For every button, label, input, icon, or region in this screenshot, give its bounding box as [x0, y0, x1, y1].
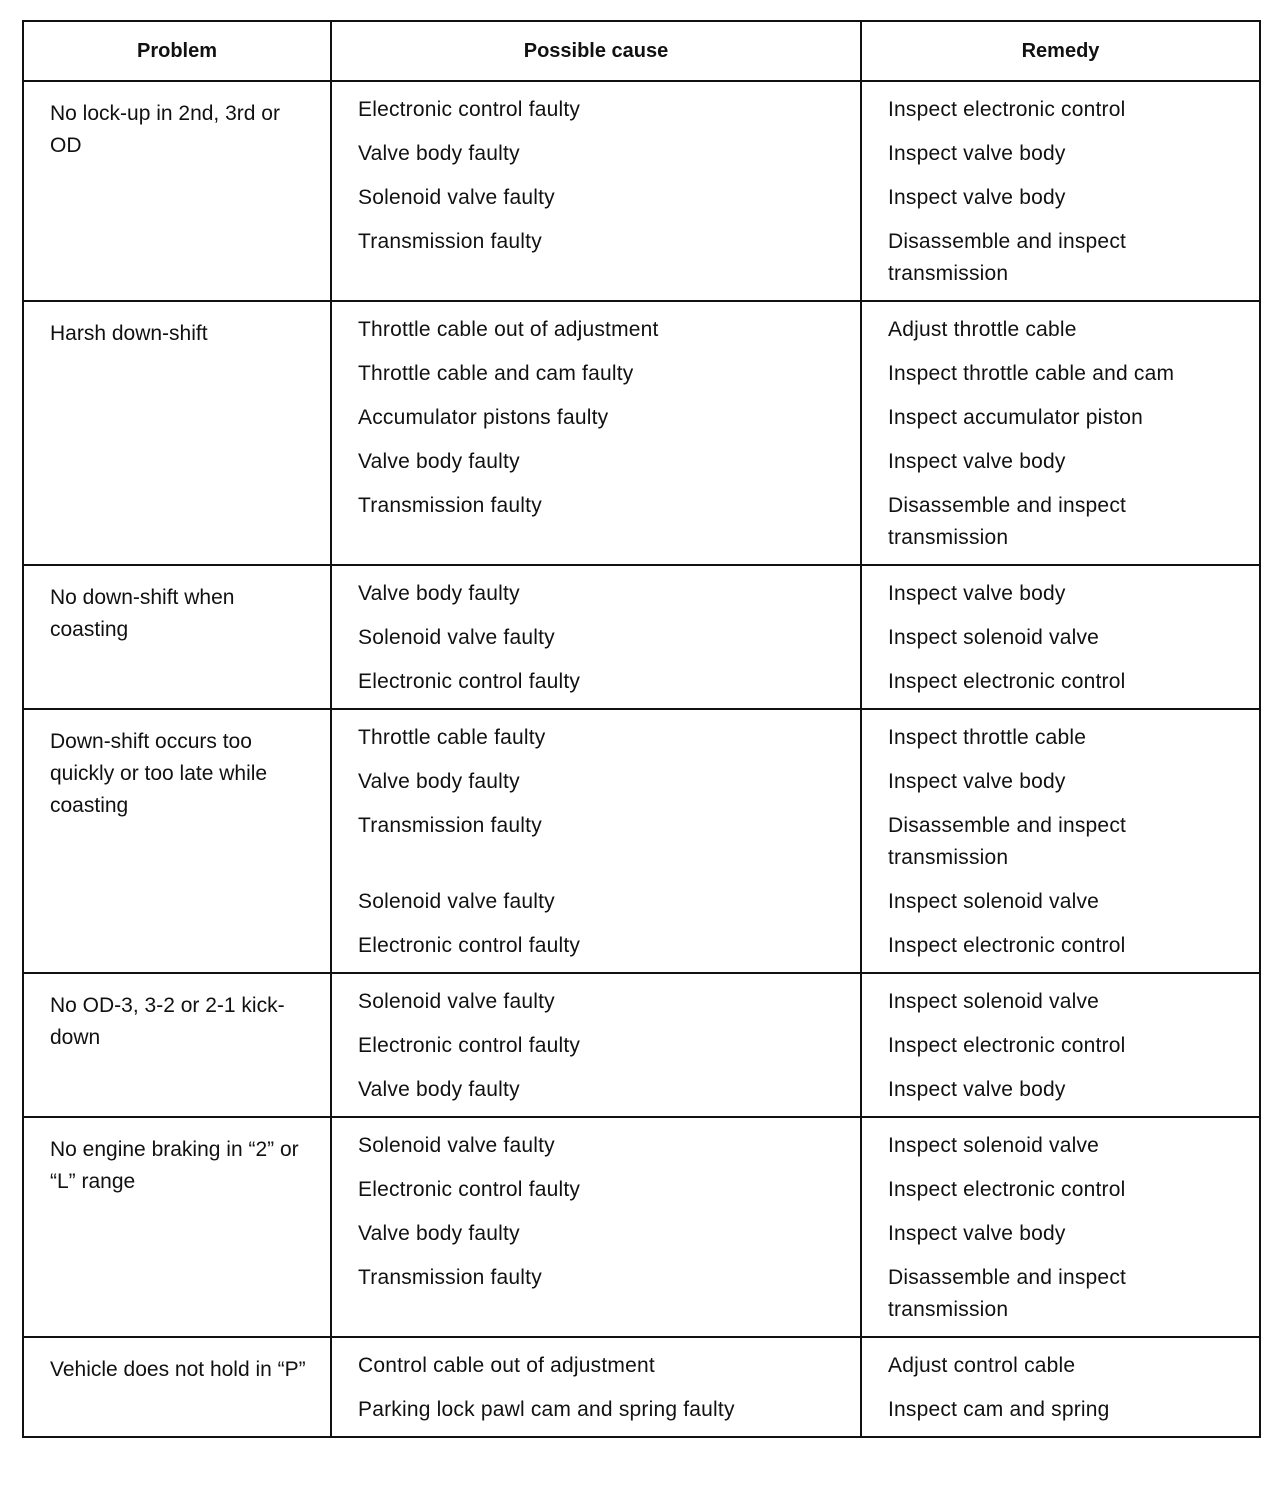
remedy-cell [861, 565, 1260, 709]
remedy-item: Inspect electronic control [888, 934, 1126, 957]
cause-item: Valve body faulty [358, 1222, 520, 1245]
remedy-item: Inspect solenoid valve [888, 1134, 1100, 1157]
problem-cell: No engine braking in “2” or “L” range [23, 1117, 331, 1337]
remedy-item: Inspect valve body [888, 142, 1066, 165]
problem-cell: Down-shift occurs too quickly or too late while coasting [23, 709, 331, 973]
cause-item: Transmission faulty [358, 814, 542, 837]
cause-item: Electronic control faulty [358, 1034, 581, 1057]
cause-item: Throttle cable out of adjustment [358, 318, 659, 341]
problem-cell: No lock-up in 2nd, 3rd or OD [23, 81, 331, 301]
cause-cell [331, 565, 861, 709]
cause-item: Solenoid valve faulty [358, 1134, 555, 1157]
cause-cell [331, 1337, 861, 1437]
remedy-item: Adjust control cable [888, 1354, 1076, 1377]
table-row [23, 81, 1260, 301]
remedy-cell [861, 81, 1260, 301]
cause-item: Valve body faulty [358, 142, 520, 165]
cause-item: Transmission faulty [358, 230, 542, 253]
cause-item: Solenoid valve faulty [358, 990, 555, 1013]
problem-cell: No OD-3, 3-2 or 2-1 kick-down [23, 973, 331, 1117]
remedy-item: Inspect electronic control [888, 98, 1126, 121]
cause-item: Solenoid valve faulty [358, 186, 555, 209]
remedy-item: Disassemble and inspect transmission [888, 494, 1127, 549]
table-row [23, 709, 1260, 973]
remedy-item: Inspect valve body [888, 450, 1066, 473]
remedy-item: Inspect valve body [888, 582, 1066, 605]
remedy-item: Inspect throttle cable [888, 726, 1087, 749]
remedy-item: Inspect solenoid valve [888, 990, 1100, 1013]
cause-cell [331, 973, 861, 1117]
problem-cell: Vehicle does not hold in “P” [23, 1337, 331, 1437]
cause-item: Control cable out of adjustment [358, 1354, 655, 1377]
remedy-item: Inspect electronic control [888, 1034, 1126, 1057]
remedy-cell [861, 709, 1260, 973]
cause-cell [331, 301, 861, 565]
cause-item: Valve body faulty [358, 582, 520, 605]
remedy-item: Disassemble and inspect transmission [888, 1266, 1127, 1321]
header-problem: Problem [23, 21, 331, 81]
table-row [23, 1337, 1260, 1437]
cause-item: Electronic control faulty [358, 670, 581, 693]
table-body [23, 81, 1260, 1437]
cause-item: Accumulator pistons faulty [358, 406, 609, 429]
remedy-item: Inspect solenoid valve [888, 626, 1100, 649]
remedy-item: Inspect solenoid valve [888, 890, 1100, 913]
cause-item: Throttle cable and cam faulty [358, 362, 634, 385]
cause-item: Solenoid valve faulty [358, 626, 555, 649]
remedy-cell [861, 973, 1260, 1117]
remedy-item: Inspect throttle cable and cam [888, 362, 1175, 385]
cause-item: Transmission faulty [358, 1266, 542, 1289]
remedy-item: Inspect electronic control [888, 670, 1126, 693]
remedy-item: Inspect accumulator piston [888, 406, 1143, 429]
remedy-item: Inspect valve body [888, 1078, 1066, 1101]
problem-cell: No down-shift when coasting [23, 565, 331, 709]
header-possible-cause: Possible cause [331, 21, 861, 81]
remedy-item: Inspect valve body [888, 1222, 1066, 1245]
cause-cell [331, 81, 861, 301]
remedy-cell [861, 1337, 1260, 1437]
cause-item: Solenoid valve faulty [358, 890, 555, 913]
remedy-item: Inspect electronic control [888, 1178, 1126, 1201]
cause-item: Electronic control faulty [358, 98, 581, 121]
remedy-cell [861, 301, 1260, 565]
cause-item: Valve body faulty [358, 770, 520, 793]
remedy-item: Adjust throttle cable [888, 318, 1077, 341]
header-row [23, 21, 1260, 81]
problem-cell: Harsh down-shift [23, 301, 331, 565]
remedy-item: Inspect valve body [888, 186, 1066, 209]
cause-item: Transmission faulty [358, 494, 542, 517]
cause-item: Valve body faulty [358, 1078, 520, 1101]
remedy-item: Inspect valve body [888, 770, 1066, 793]
remedy-item: Disassemble and inspect transmission [888, 814, 1127, 869]
table-row [23, 973, 1260, 1117]
remedy-item: Inspect cam and spring [888, 1398, 1110, 1421]
cause-item: Throttle cable faulty [358, 726, 546, 749]
header-remedy: Remedy [861, 21, 1260, 81]
cause-item: Valve body faulty [358, 450, 520, 473]
troubleshooting-table [22, 20, 1261, 1438]
remedy-item: Disassemble and inspect transmission [888, 230, 1127, 285]
table-row [23, 1117, 1260, 1337]
cause-item: Electronic control faulty [358, 1178, 581, 1201]
table-row [23, 301, 1260, 565]
cause-item: Parking lock pawl cam and spring faulty [358, 1398, 735, 1421]
table-row [23, 565, 1260, 709]
cause-item: Electronic control faulty [358, 934, 581, 957]
cause-cell [331, 1117, 861, 1337]
remedy-cell [861, 1117, 1260, 1337]
cause-cell [331, 709, 861, 973]
